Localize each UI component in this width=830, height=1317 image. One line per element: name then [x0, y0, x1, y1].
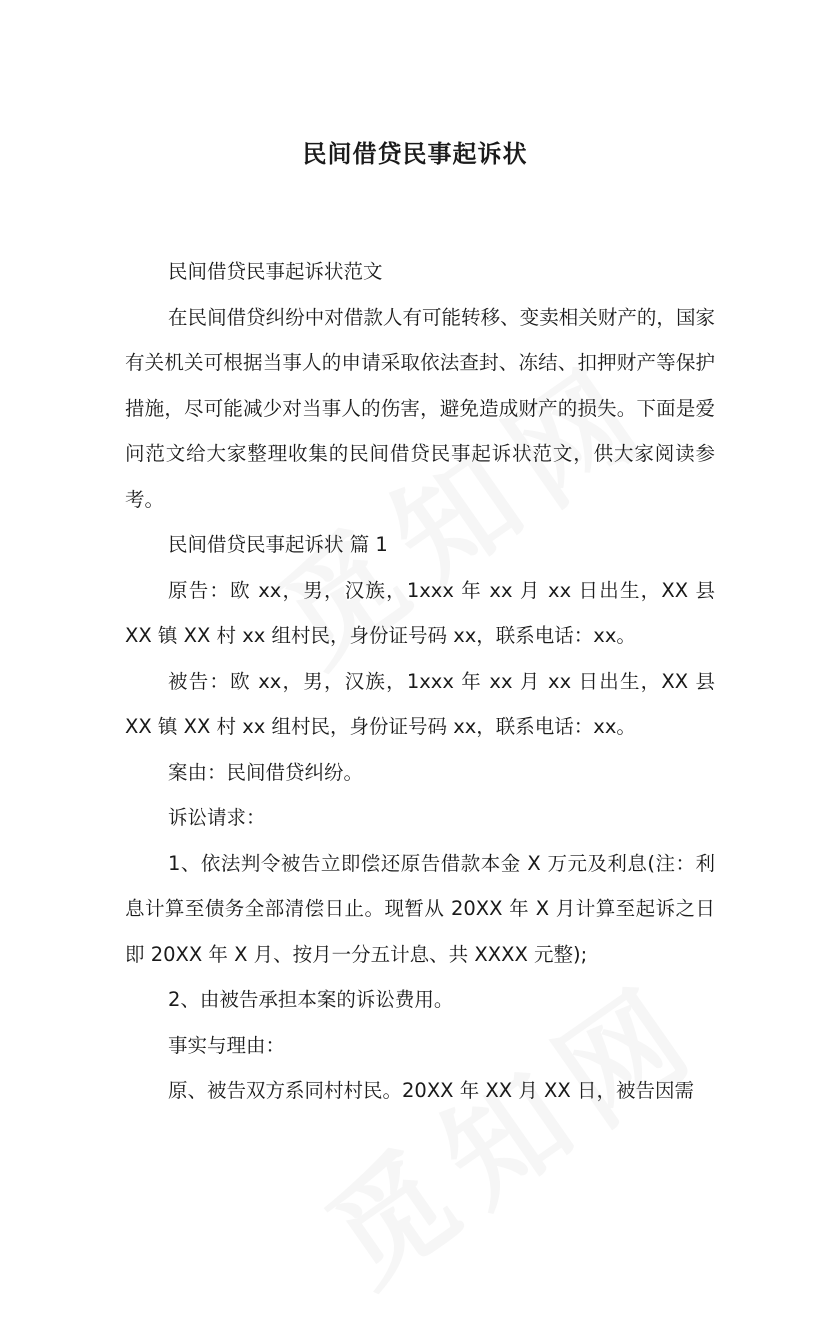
- paragraph-subtitle: 民间借贷民事起诉状范文: [168, 260, 383, 283]
- paragraph-claim-2: 2、由被告承担本案的诉讼费用。: [168, 988, 454, 1011]
- paragraph-defendant: 被告：欧 xx，男，汉族，1xxx 年 xx 月 xx 日出生，XX 县 XX 镇 XX 村 xx 组村民，身份证号码 xx，联系电话：xx。: [125, 669, 715, 738]
- paragraph-claims-heading: 诉讼请求：: [168, 806, 266, 829]
- paragraph-intro: 在民间借贷纠纷中对借款人有可能转移、变卖相关财产的，国家有关机关可根据当事人的申请采取依法查封、冻结、扣押财产等保护措施，尽可能减少对当事人的伤害，避免造成财产的损失。下面是爱问范文给大家整理收集的民间借贷民事起诉状范文，供大家阅读参考。: [125, 305, 715, 511]
- paragraph-section-heading: 民间借贷民事起诉状 篇 1: [168, 533, 388, 556]
- paragraph-facts-heading: 事实与理由：: [168, 1033, 286, 1057]
- paragraph-plaintiff: 原告：欧 xx，男，汉族，1xxx 年 xx 月 xx 日出生，XX 县 XX 镇 XX 村 xx 组村民，身份证号码 xx，联系电话：xx。: [125, 578, 715, 647]
- paragraph-facts: 原、被告双方系同村村民。20XX 年 XX 月 XX 日，被告因需: [168, 1079, 694, 1102]
- document-body: [125, 249, 715, 1114]
- document-title: 民间借贷民事起诉状: [302, 140, 528, 168]
- paragraph-claim-1: 1、依法判令被告立即偿还原告借款本金 X 万元及利息(注：利息计算至债务全部清偿日止。现暂从 20XX 年 X 月计算至起诉之日即 20XX 年 X 月、按月一分五计息、共 XXXX 元整);: [125, 851, 715, 966]
- paragraph-cause: 案由：民间借贷纠纷。: [168, 760, 364, 784]
